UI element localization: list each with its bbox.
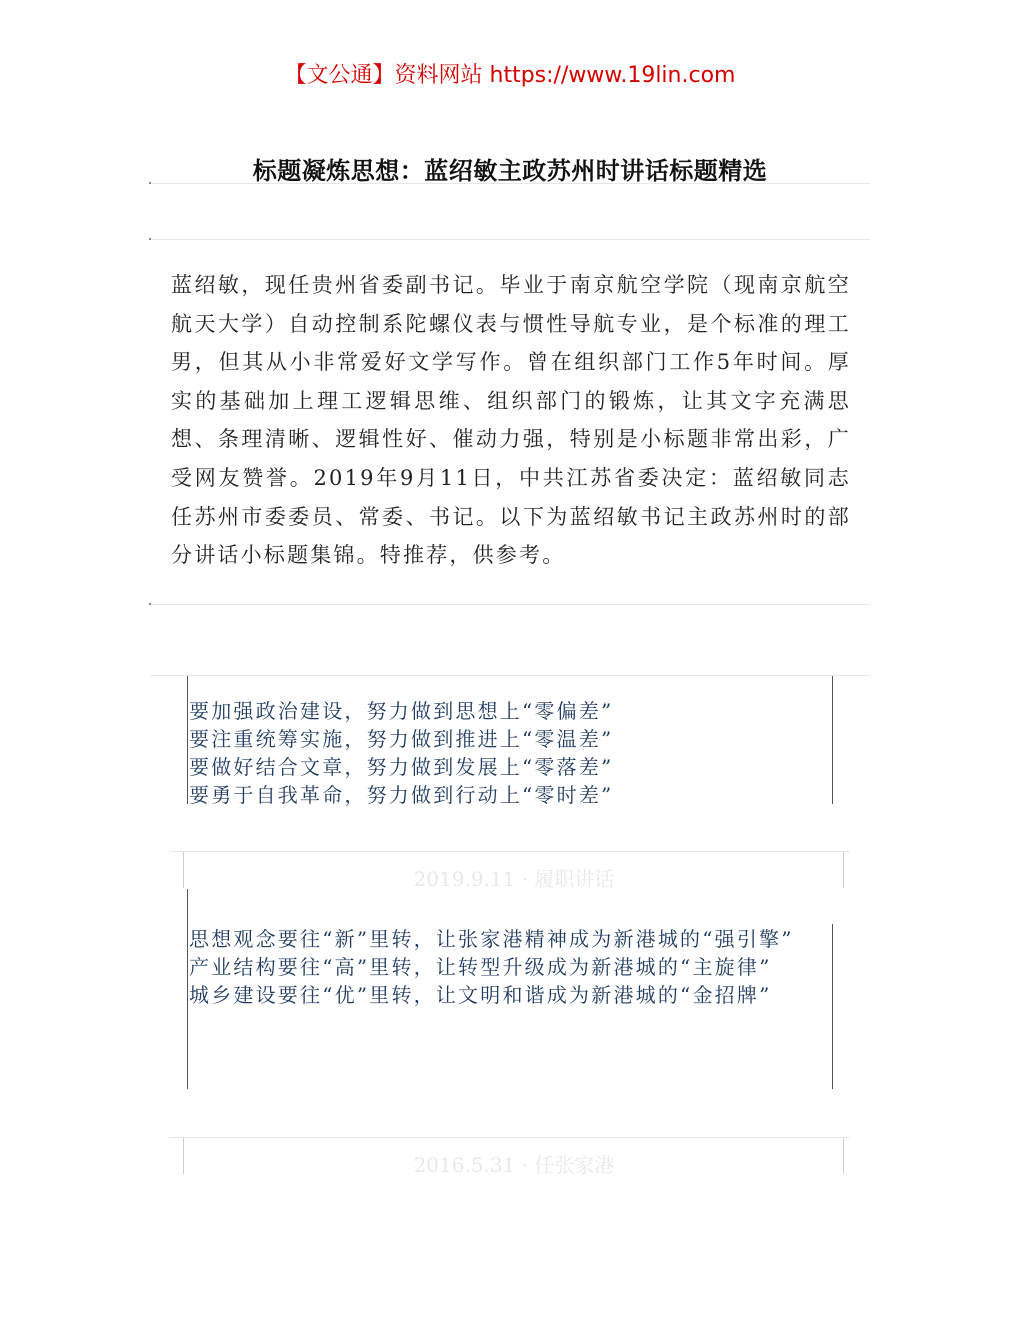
heading-line: 要做好结合文章，努力做到发展上“零落差” [189,755,614,779]
caption-2-top-rule [170,1137,850,1138]
site-header-link[interactable]: 【文公通】资料网站 https://www.19lin.com [284,63,736,88]
intro-divider [150,604,870,605]
section-2-left-border [187,889,188,1089]
section-2-headings [189,925,834,1009]
table-corner-mark [149,603,151,605]
table-corner-mark [149,182,151,184]
section-1-left-border [187,676,188,804]
intro-paragraph: 蓝绍敏，现任贵州省委副书记。毕业于南京航空学院（现南京航空航天大学）自动控制系陀螺仪表与惯性导航专业，是个标准的理工男，但其从小非常爱好文学写作。曾在组织部门工作5年时间。厚实的基础加上理工逻辑思维、组织部门的锻炼，让其文字充满思想、条理清晰、逻辑性好、催动力强，特别是小标题非常出彩，广受网友赞誉。2019年9月11日，中共江苏省委决定：蓝绍敏同志任苏州市委委员、常委、书记。以下为蓝绍敏书记主政苏州时的部分讲话小标题集锦。特推荐，供参考。 [171,273,851,568]
heading-line: 城乡建设要往“优”里转，让文明和谐成为新港城的“金招牌” [189,983,772,1007]
caption-1-top-rule [170,851,850,852]
section-1-caption: 2019.9.11 · 履职讲话 [413,867,615,891]
title-divider-top [150,183,870,184]
section-2-caption: 2016.5.31 · 任张家港 [413,1153,615,1177]
document-title: 标题凝炼思想：蓝绍敏主政苏州时讲话标题精选 [252,156,768,185]
title-divider-bottom [150,239,870,240]
table-corner-mark [149,238,151,240]
section-1-top-rule [150,675,870,676]
heading-line: 要注重统筹实施，努力做到推进上“零温差” [189,727,614,751]
section-1-headings [189,697,834,809]
heading-line: 要加强政治建设，努力做到思想上“零偏差” [189,699,614,723]
heading-line: 思想观念要往“新”里转，让张家港精神成为新港城的“强引擎” [189,927,794,951]
heading-line: 产业结构要往“高”里转，让转型升级成为新港城的“主旋律” [189,955,772,979]
heading-line: 要勇于自我革命，努力做到行动上“零时差” [189,783,614,807]
